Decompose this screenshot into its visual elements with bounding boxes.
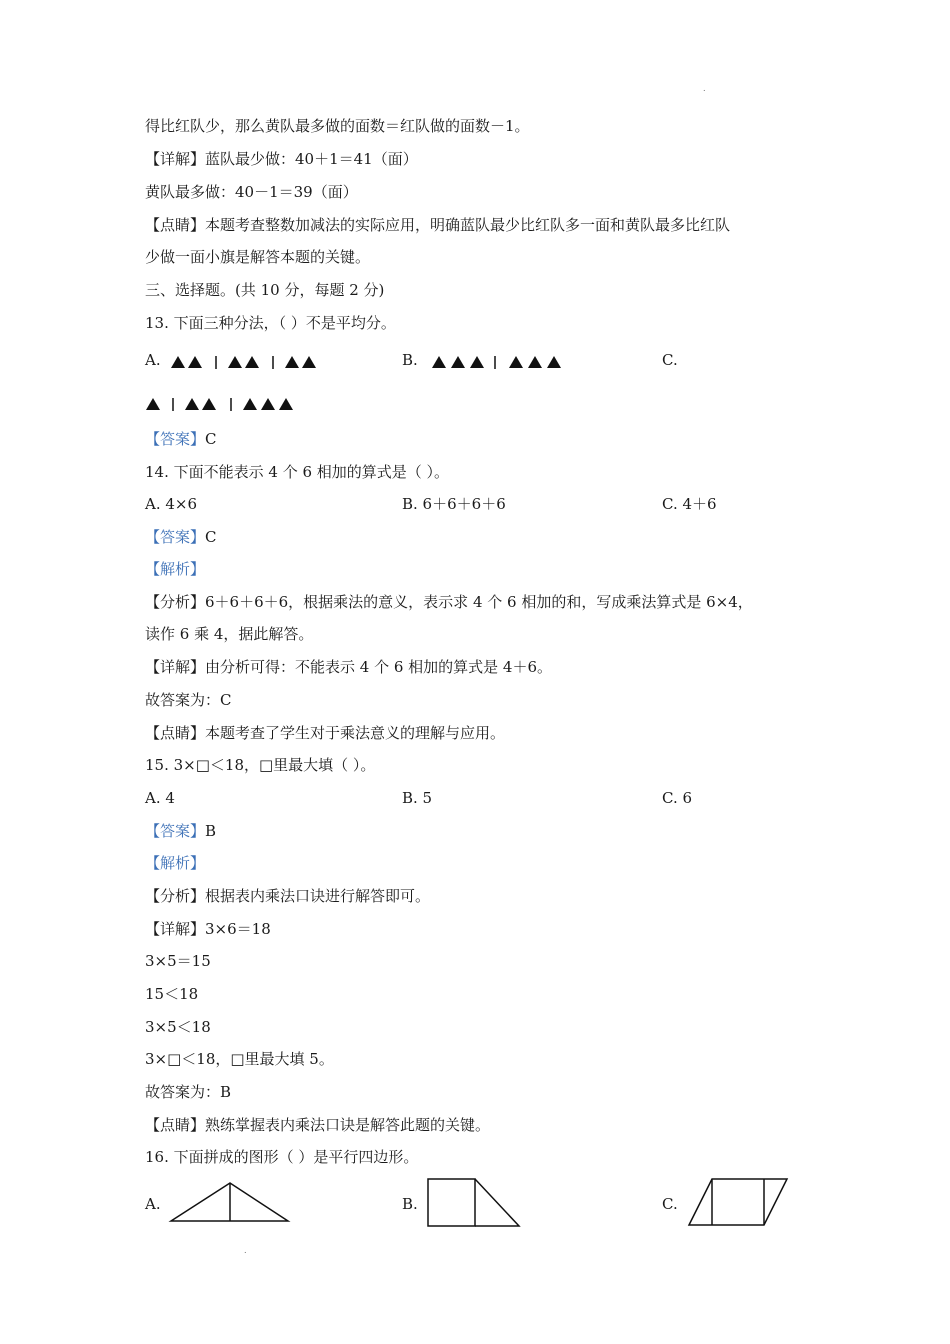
q15-step: 3×5＝15 (145, 952, 211, 970)
q14-answer (145, 527, 217, 547)
answer-value: B (205, 822, 217, 840)
q14-analysis-tag: 【解析】 (145, 560, 206, 578)
q14-option-c: C. 4＋6 (662, 495, 717, 513)
answer-tag: 【答案】 (145, 528, 206, 546)
q14-fenxi-line-2: 读作 6 乘 4，据此解答。 (145, 625, 314, 643)
scan-dot: . (703, 84, 706, 93)
answer-value: C (205, 528, 217, 546)
q14-conclusion: 故答案为：C (145, 691, 232, 709)
question-15-stem: 15. 3×□＜18，□里最大填（ ）。 (145, 756, 376, 774)
q15-analysis-tag: 【解析】 (145, 854, 206, 872)
q13-option-a-figure (170, 352, 330, 372)
text-line: 得比红队少，那么黄队最多做的面数＝红队做的面数－1。 (145, 117, 530, 135)
q13-option-c-label: C. (662, 351, 678, 369)
q14-xiangjie: 【详解】由分析可得：不能表示 4 个 6 相加的算式是 4＋6。 (145, 658, 553, 676)
q16-option-a-label: A. (145, 1195, 161, 1213)
q13-option-b-label: B. (402, 351, 418, 369)
q15-xiangjie: 【详解】3×6＝18 (145, 920, 271, 938)
q13-option-b-figure (431, 352, 571, 372)
q15-step: 3×5＜18 (145, 1018, 211, 1036)
text-line: 少做一面小旗是解答本题的关键。 (145, 248, 371, 266)
section-heading: 三、选择题。(共 10 分，每题 2 分) (145, 281, 385, 299)
answer-tag: 【答案】 (145, 822, 206, 840)
question-16-stem: 16. 下面拼成的图形（ ）是平行四边形。 (145, 1148, 419, 1166)
q15-answer (145, 821, 216, 841)
q15-step: 3×□＜18，□里最大填 5。 (145, 1050, 334, 1068)
q15-fenxi: 【分析】根据表内乘法口诀进行解答即可。 (145, 887, 431, 905)
q16-option-c-figure (686, 1176, 796, 1228)
q15-step: 15＜18 (145, 985, 199, 1003)
q14-option-a: A. 4×6 (145, 495, 198, 513)
scan-dot: . (244, 1246, 247, 1255)
q16-option-a-figure (168, 1180, 293, 1225)
q14-dianjing: 【点睛】本题考查了学生对于乘法意义的理解与应用。 (145, 724, 506, 742)
q15-dianjing: 【点睛】熟练掌握表内乘法口诀是解答此题的关键。 (145, 1116, 491, 1134)
question-14-stem: 14. 下面不能表示 4 个 6 相加的算式是（ ）。 (145, 463, 450, 481)
question-13-stem: 13. 下面三种分法，（ ）不是平均分。 (145, 314, 396, 332)
q15-option-a: A. 4 (145, 789, 175, 807)
q14-option-b: B. 6＋6＋6＋6 (402, 495, 506, 513)
answer-value: C (205, 430, 217, 448)
q15-option-b: B. 5 (402, 789, 433, 807)
text-line: 【详解】蓝队最少做：40＋1＝41（面） (145, 150, 418, 168)
text-line: 黄队最多做：40－1＝39（面） (145, 183, 358, 201)
answer-tag: 【答案】 (145, 430, 206, 448)
q15-option-c: C. 6 (662, 789, 693, 807)
q13-answer (145, 429, 217, 449)
q16-option-b-label: B. (402, 1195, 418, 1213)
q15-conclusion: 故答案为：B (145, 1083, 232, 1101)
q16-option-b-figure (425, 1176, 525, 1228)
q16-option-c-label: C. (662, 1195, 678, 1213)
q14-fenxi-line-1: 【分析】6＋6＋6＋6，根据乘法的意义，表示求 4 个 6 相加的和，写成乘法算式是 6×4， (145, 593, 753, 611)
text-line: 【点睛】本题考查整数加减法的实际应用，明确蓝队最少比红队多一面和黄队最多比红队 (145, 216, 731, 234)
q13-option-a-label: A. (145, 351, 161, 369)
q13-option-c-figure (145, 394, 305, 414)
